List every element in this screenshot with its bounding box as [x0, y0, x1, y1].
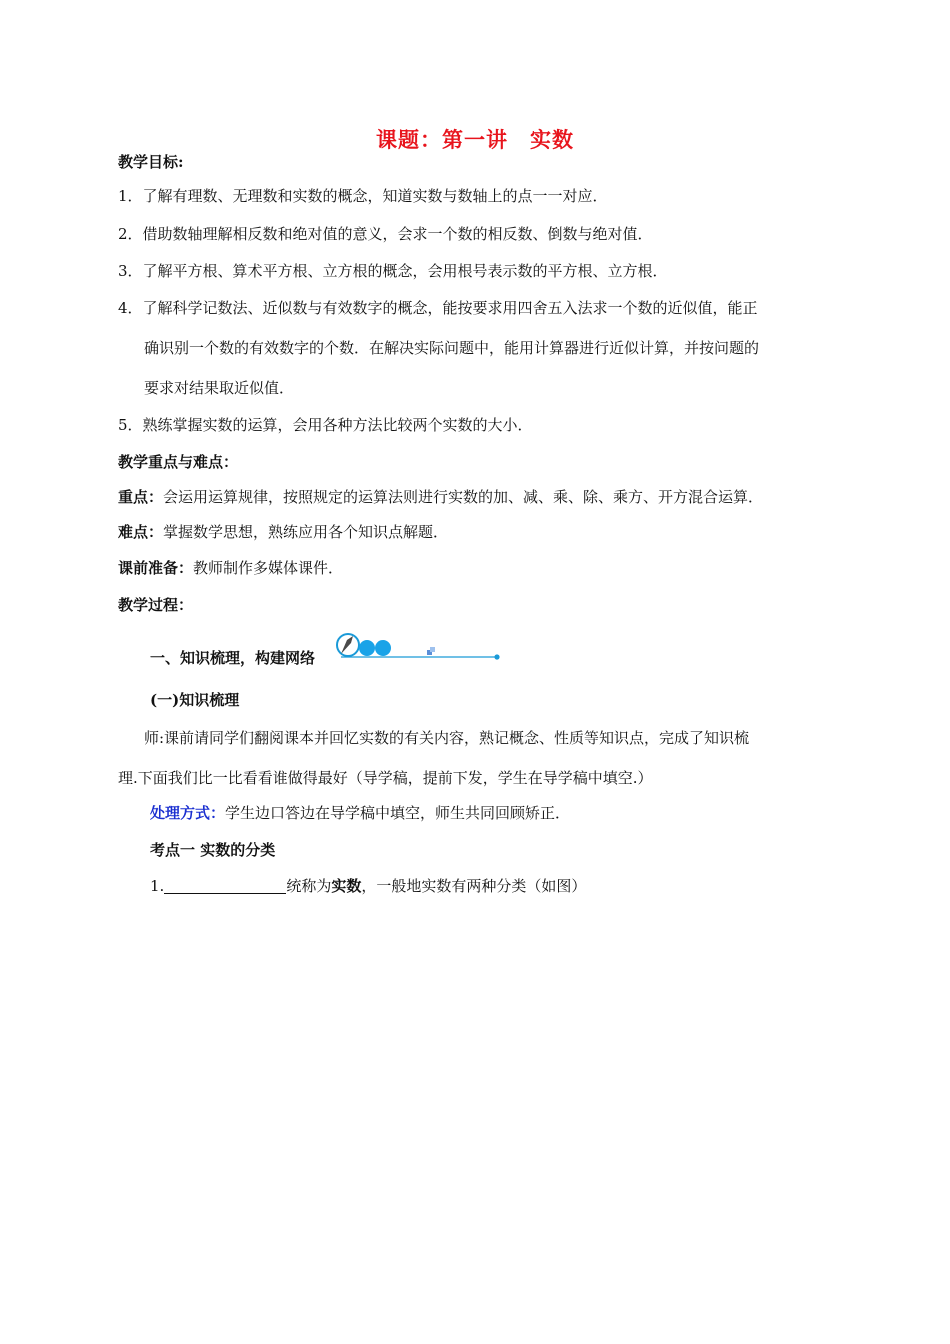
section-decoration-graphic	[335, 624, 505, 668]
method-line	[150, 803, 570, 823]
question-1-blank[interactable]	[164, 879, 286, 894]
method-text: 学生边口答边在导学稿中填空，师生共同回顾矫正．	[225, 804, 571, 822]
focus-text: 会运用运算规律，按照规定的运算法则进行实数的加、减、乘、除、乘方、开方混合运算．	[163, 488, 764, 506]
goal-item-3: 3．了解平方根、算术平方根、立方根的概念，会用根号表示数的平方根、立方根．	[118, 262, 668, 280]
goal-item-4: 4．了解科学记数法、近似数与有效数字的概念，能按要求用四舍五入法求一个数的近似值，能正	[118, 299, 758, 317]
question-1-suffix: ，一般地实数有两种分类（如图）	[361, 877, 587, 895]
prep-line	[118, 558, 343, 578]
focus-line	[118, 487, 763, 507]
method-label: 处理方式：	[150, 804, 226, 822]
page-title: 课题：第一讲 实数	[376, 127, 574, 152]
question-1	[150, 876, 586, 896]
goal-item-5: 5．熟练掌握实数的运算，会用各种方法比较两个实数的大小．	[118, 416, 533, 434]
process-heading: 教学过程：	[118, 596, 194, 614]
difficulty-text: 掌握数学思想，熟练应用各个知识点解题．	[163, 523, 449, 541]
goal-item-2: 2．借助数轴理解相反数和绝对值的意义，会求一个数的相反数、倒数与绝对值．	[118, 225, 653, 243]
goal-item-4-cont-1: 确识别一个数的有效数字的个数．在解决实际问题中，能用计算器进行近似计算，并按问题的	[144, 339, 760, 357]
goal-item-4-cont-2: 要求对结果取近似值．	[144, 379, 295, 397]
key-points-heading: 教学重点与难点：	[118, 453, 239, 471]
difficulty-line	[118, 522, 448, 542]
question-1-keyword: 实数	[331, 877, 362, 895]
goals-heading: 教学目标:	[118, 153, 184, 171]
prep-label: 课前准备：	[118, 559, 194, 577]
point-title: 考点一 实数的分类	[150, 841, 276, 859]
teacher-line-2: 理.下面我们比一比看看谁做得最好（导学稿，提前下发，学生在导学稿中填空.）	[118, 769, 653, 787]
prep-text: 教师制作多媒体课件．	[193, 559, 344, 577]
question-1-mid: 统称为	[286, 877, 332, 895]
teacher-line-1: 师:课前请同学们翻阅课本并回忆实数的有关内容，熟记概念、性质等知识点，完成了知识梳	[144, 729, 750, 747]
difficulty-label: 难点：	[118, 523, 164, 541]
question-1-number: 1.	[150, 877, 165, 895]
goal-item-1: 1．了解有理数、无理数和实数的概念，知道实数与数轴上的点一一对应．	[118, 187, 608, 205]
subsection-heading: (一)知识梳理	[150, 691, 240, 709]
section1-heading: 一、知识梳理，构建网络	[150, 649, 316, 667]
focus-label: 重点：	[118, 488, 164, 506]
